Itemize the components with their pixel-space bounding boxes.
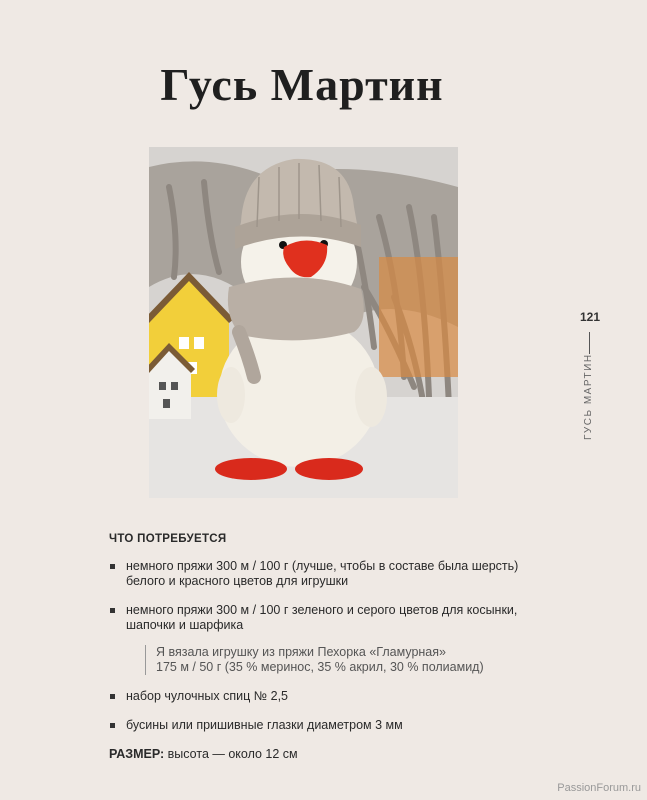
side-running-title: ГУСЬ МАРТИН xyxy=(583,353,594,440)
size-label: РАЗМЕР: xyxy=(109,747,165,761)
list-item-text: немного пряжи 300 м / 100 г зеленого и серого цветов для косынки, шапочки и шарфика xyxy=(126,603,518,632)
bullet-icon xyxy=(110,723,115,728)
list-item-text: набор чулочных спиц № 2,5 xyxy=(126,689,289,703)
bullet-icon xyxy=(110,608,115,613)
list-item xyxy=(109,689,529,704)
list-item xyxy=(109,559,529,589)
list-item-text: немного пряжи 300 м / 100 г (лучше, чтобы в составе была шерсть) белого и красного цветов для игрушки xyxy=(126,559,519,588)
yarn-note-line: Я вязала игрушку из пряжи Пехорка «Гламурная» xyxy=(156,645,446,659)
bullet-icon xyxy=(110,564,115,569)
goose-photo xyxy=(149,147,458,498)
bullet-icon xyxy=(110,694,115,699)
list-item xyxy=(109,718,529,733)
materials-section xyxy=(109,532,529,762)
side-divider xyxy=(589,332,590,354)
materials-heading: ЧТО ПОТРЕБУЕТСЯ xyxy=(109,533,227,545)
size-value: высота — около 12 см xyxy=(164,747,298,761)
yarn-note xyxy=(145,645,529,675)
list-item xyxy=(109,603,529,633)
yarn-note-line: 175 м / 50 г (35 % меринос, 35 % акрил, 30 % полиамид) xyxy=(156,660,484,674)
list-item-text: бусины или пришивные глазки диаметром 3 мм xyxy=(126,718,403,732)
page-number: 121 xyxy=(579,310,601,324)
watermark: PassionForum.ru xyxy=(557,782,641,794)
size-line xyxy=(109,747,529,762)
page-title: Гусь Мартин xyxy=(160,59,444,110)
